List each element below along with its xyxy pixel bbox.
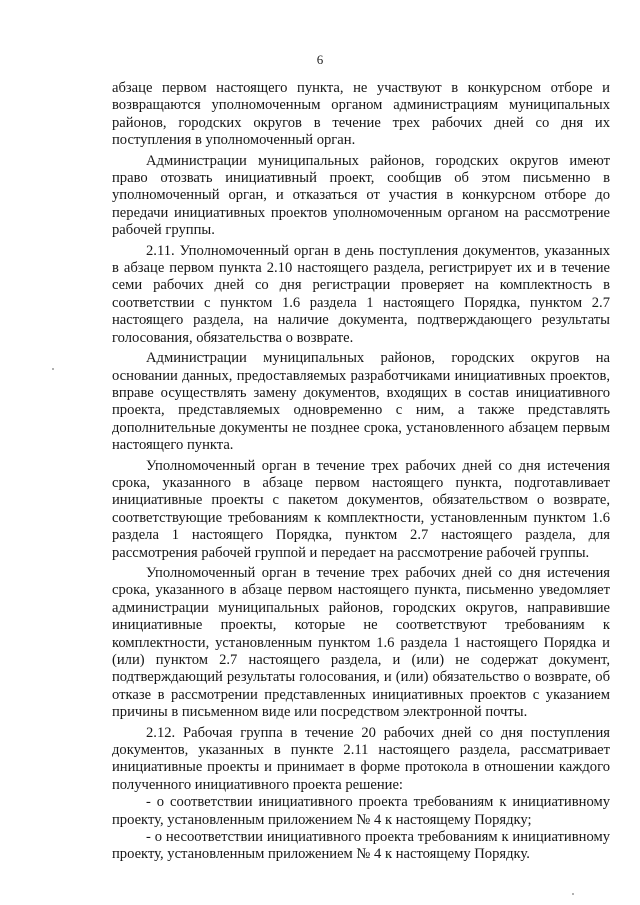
- scan-speck: [52, 368, 54, 370]
- paragraph-1: абзаце первом настоящего пункта, не участвуют в конкурсном отборе и возвращаются уполномоченным органом администрациям муниципальных районов, городских округов в течение трех рабочих дней со дня их поступления в уполномоченный орган.: [112, 80, 610, 149]
- list-item-2: - о несоответствии инициативного проекта требованиям к инициативному проекту, установленным приложением № 4 к настоящему Порядку.: [112, 829, 610, 863]
- paragraph-3: 2.11. Уполномоченный орган в день поступления документов, указанных в абзаце первом пункта 2.10 настоящего раздела, регистрирует их и в течение семи рабочих дней со дня регистрации проверяет на комплектность в соответствии с пунктом 1.6 раздела 1 настоящего Порядка, пунктом 2.7 настоящего раздела, на наличие документа, подтверждающего результаты голосования, обязательства о возврате.: [112, 242, 610, 346]
- page-number: 6: [316, 52, 324, 67]
- paragraph-4: Администрации муниципальных районов, городских округов на основании данных, предоставляемых разработчиками инициативных проектов, вправе осуществлять замену документов, входящих в состав инициативного проекта, представляемых одновременно с ним, а также представлять дополнительные документы не позднее срока, установленного абзацем первым настоящего пункта.: [112, 350, 610, 454]
- paragraph-6: Уполномоченный орган в течение трех рабочих дней со дня истечения срока, указанного в абзаце первом настоящего пункта, письменно уведомляет администрации муниципальных районов, городских округов, направившие инициативные проекты, которые не соответствуют требованиям к комплектности, установленным пунктом 1.6 раздела 1 настоящего Порядка и (или) пунктом 2.7 настоящего раздела, и (или) не содержат документ, подтверждающий результаты голосования, и (или) обязательство о возврате, об отказе в рассмотрении представленных инициативных проектов с указанием причины в письменном виде или посредством электронной почты.: [112, 564, 610, 721]
- list-item-1: - о соответствии инициативного проекта требованиям к инициативному проекту, установленным приложением № 4 к настоящему Порядку;: [112, 794, 610, 828]
- document-body: [112, 80, 610, 864]
- paragraph-2: Администрации муниципальных районов, городских округов имеют право отозвать инициативный проект, сообщив об этом письменно в уполномоченный орган, и отказаться от участия в конкурсном отборе до передачи инициативных проектов уполномоченным органом на рассмотрение рабочей группы.: [112, 152, 610, 239]
- paragraph-7: 2.12. Рабочая группа в течение 20 рабочих дней со дня поступления документов, указанных в пункте 2.11 настоящего раздела, рассматривает инициативные проекты и принимает в форме протокола в отношении каждого полученного инициативного проекта решение:: [112, 724, 610, 793]
- paragraph-5: Уполномоченный орган в течение трех рабочих дней со дня истечения срока, указанного в абзаце первом настоящего пункта, подготавливает инициативные проекты с пакетом документов, обязательством о возврате, соответствующие требованиям к комплектности, установленным пунктом 1.6 раздела 1 настоящего Порядка, пунктом 2.7 настоящего раздела, для рассмотрения рабочей группой и передает на рассмотрение рабочей группы.: [112, 457, 610, 561]
- scan-speck: [572, 893, 574, 895]
